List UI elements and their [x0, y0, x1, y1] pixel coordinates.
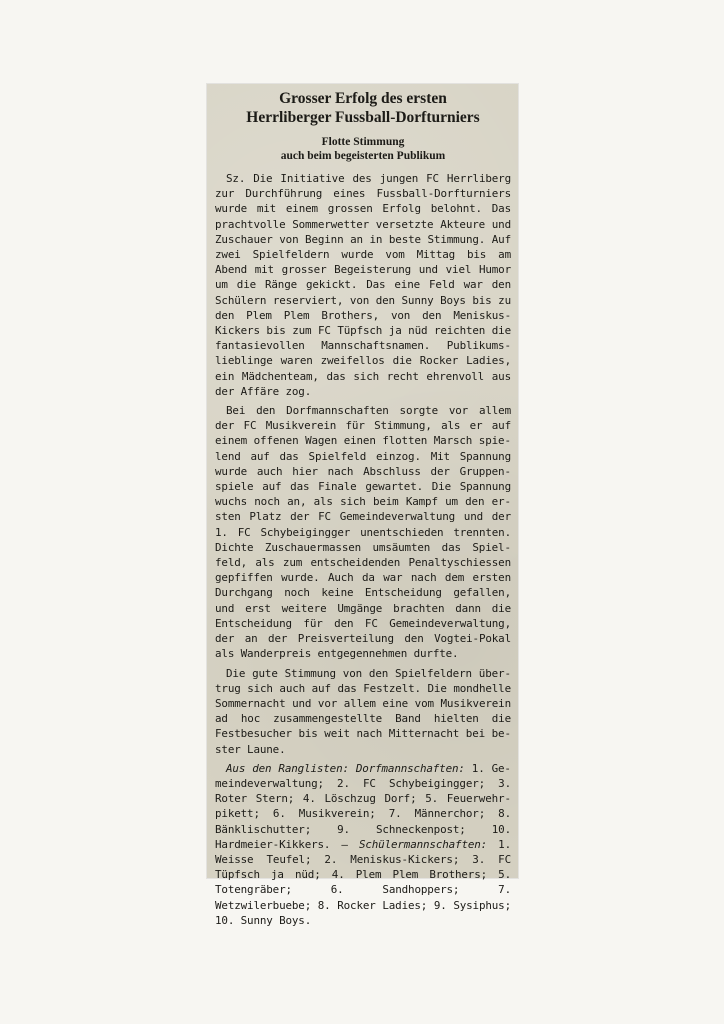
subheadline-line-1: Flotte Stimmung: [321, 136, 405, 148]
headline-line-1: Grosser Erfolg des ersten: [279, 90, 447, 107]
article-body: [215, 171, 511, 928]
subheadline-line-2: auch beim begeisterten Publikum: [280, 150, 446, 162]
newspaper-clipping: [207, 84, 518, 927]
article-headline: [215, 89, 511, 127]
rankings-paragraph: [215, 761, 511, 928]
article-paragraph-3: Die gute Stimmung von den Spielfeldern übertrug sich auch auf das Festzelt. Die mondhelle Sommernacht und vor allem eine vom Musikverein ad hoc zusammengestellte Band hielten die Festbesucher bis weit nach Mitternacht bei bester Laune.: [215, 666, 511, 756]
article-paragraph-2: Bei den Dorfmannschaften sorgte vor allem der FC Musikverein für Stimmung, als er auf einem offenen Wagen einen flotten Marsch spielend auf das Spielfeld einzog. Mit Spannung wurde auch hier nach Abschluss der Gruppenspiele auf das Finale gewartet. Die Spannung wuchs noch an, als sich beim Kampf um den ersten Platz der FC Gemeindeverwaltung und der 1. FC Schybeigingger unentschieden trennten. Dichte Zuschauermassen umsäumten das Spielfeld, als zum entscheidenden Penaltyschiessen gepfiffen wurde. Auch da war nach dem ersten Durchgang noch keine Entscheidung gefallen, und erst weitere Umgänge brachten dann die Entscheidung für den FC Gemeindeverwaltung, der an der Preisverteilung den Vogtei-Pokal als Wanderpreis entgegennehmen durfte.: [215, 404, 511, 661]
rankings-dorf-list: 1. Gemeindeverwaltung; 2. FC Schybeigingger; 3. Roter Stern; 4. Löschzug Dorf; 5. Feuerwehrpikett; 6. Musikverein; 7. Männerchor; 8. Bänklischutter; 9. Schneckenpost; 10. Hardmeier-Kikkers. –: [215, 761, 511, 851]
rankings-label-dorf: Aus den Ranglisten: Dorfmannschaften:: [226, 761, 465, 775]
article-paragraph-1: Sz. Die Initiative des jungen FC Herrliberg zur Durchführung eines Fussball-Dorfturniers wurde mit einem grossen Erfolg belohnt. Das prachtvolle Sommerwetter versetzte Akteure und Zuschauer von Beginn an in beste Stimmung. Auf zwei Spielfeldern wurde vom Mittag bis am Abend mit grosser Begeisterung und viel Humor um die Ränge gekickt. Das eine Feld war den Schülern reserviert, von den Sunny Boys bis zu den Plem Plem Brothers, von den Meniskus-Kickers bis zum FC Tüpfsch ja nüd reichten die fantasievollen Mannschaftsnamen. Publikumslieblinge waren zweifellos die Rocker Ladies, ein Mädchenteam, das sich recht ehrenvoll aus der Affäre zog.: [215, 172, 511, 398]
headline-line-2: Herrliberger Fussball-Dorfturniers: [246, 109, 480, 126]
rankings-schueler-list: 1. Weisse Teufel; 2. Meniskus-Kickers; 3. FC Tüpfsch ja nüd; 4. Plem Plem Brothers; 5. Totengräber; 6. Sandhoppers; 7. Wetzwilerbuebe; 8. Rocker Ladies; 9. Sysiphus; 10. Sunny Boys.: [215, 837, 511, 927]
article-subheadline: [215, 135, 511, 163]
rankings-label-schueler: Schülermannschaften:: [358, 837, 488, 851]
